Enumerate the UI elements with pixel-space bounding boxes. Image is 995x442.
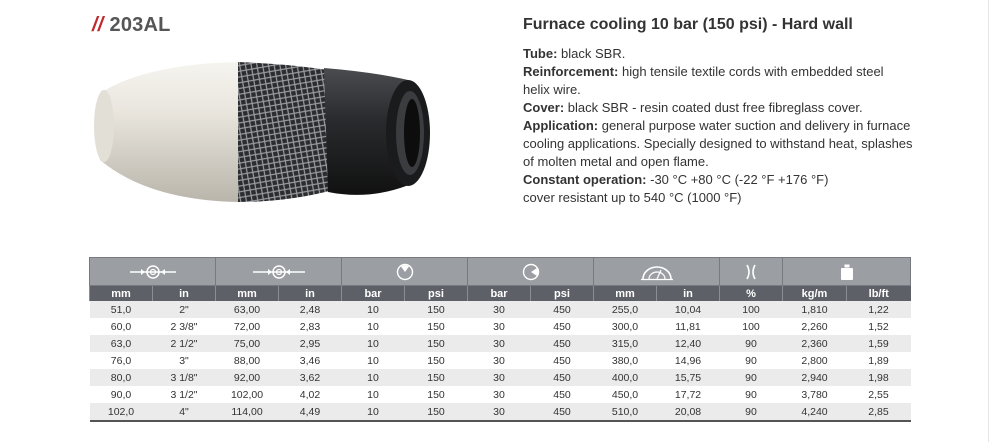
table-cell: 63,00 — [216, 301, 279, 318]
unit-header: bar — [342, 286, 405, 302]
burst-pressure-gauge-icon — [468, 258, 594, 286]
table-cell: 3,62 — [279, 369, 342, 386]
table-cell: 10,04 — [657, 301, 720, 318]
table-icon-header-row — [90, 258, 911, 286]
table-cell: 90 — [720, 386, 783, 403]
spec-table-body — [90, 301, 911, 421]
table-cell: 2,83 — [279, 318, 342, 335]
table-cell: 2,55 — [847, 386, 911, 403]
table-cell: 114,00 — [216, 403, 279, 421]
table-cell: 300,0 — [594, 318, 657, 335]
table-cell: 14,96 — [657, 352, 720, 369]
unit-header: psi — [531, 286, 594, 302]
table-cell: 30 — [468, 301, 531, 318]
outer-diameter-icon — [216, 258, 342, 286]
bend-radius-icon — [594, 258, 720, 286]
table-cell: 76,0 — [90, 352, 153, 369]
table-cell: 450 — [531, 335, 594, 352]
weight-icon — [783, 258, 911, 286]
table-row — [90, 386, 911, 403]
table-cell: 20,08 — [657, 403, 720, 421]
table-cell: 150 — [405, 369, 468, 386]
table-row — [90, 369, 911, 386]
product-description — [523, 45, 913, 207]
table-cell: 4,240 — [783, 403, 847, 421]
table-cell: 30 — [468, 352, 531, 369]
product-title: Furnace cooling 10 bar (150 psi) - Hard wall — [523, 16, 853, 33]
table-cell: 11,81 — [657, 318, 720, 335]
table-cell: 450 — [531, 318, 594, 335]
table-cell: 30 — [468, 369, 531, 386]
table-cell: 150 — [405, 352, 468, 369]
table-cell: 63,0 — [90, 335, 153, 352]
table-cell: 90 — [720, 369, 783, 386]
working-pressure-gauge-icon — [342, 258, 468, 286]
description-application: Application: general purpose water suction and delivery in furnace cooling applications. Specially designed to withstand heat, splashes of molten metal and open flame. — [523, 118, 913, 169]
table-cell: 2" — [153, 301, 216, 318]
table-cell: 51,0 — [90, 301, 153, 318]
unit-header: mm — [90, 286, 153, 302]
table-cell: 10 — [342, 403, 405, 421]
table-cell: 15,75 — [657, 369, 720, 386]
table-row — [90, 403, 911, 421]
table-cell: 10 — [342, 318, 405, 335]
table-cell: 10 — [342, 386, 405, 403]
table-cell: 315,0 — [594, 335, 657, 352]
product-code-prefix: // — [92, 14, 104, 36]
table-cell: 2,800 — [783, 352, 847, 369]
table-cell: 75,00 — [216, 335, 279, 352]
table-cell: 92,00 — [216, 369, 279, 386]
table-cell: 102,00 — [216, 386, 279, 403]
table-row — [90, 301, 911, 318]
table-cell: 3 1/8" — [153, 369, 216, 386]
spec-table — [89, 257, 911, 422]
table-cell: 1,52 — [847, 318, 911, 335]
unit-header: % — [720, 286, 783, 302]
table-cell: 80,0 — [90, 369, 153, 386]
description-reinforcement: Reinforcement: high tensile textile cords with embedded steel helix wire. — [523, 64, 884, 97]
description-cover-resistance: cover resistant up to 540 °C (1000 °F) — [523, 190, 742, 205]
description-tube: Tube: black SBR. — [523, 46, 626, 61]
table-cell: 380,0 — [594, 352, 657, 369]
table-cell: 10 — [342, 335, 405, 352]
table-cell: 450 — [531, 386, 594, 403]
table-cell: 100 — [720, 301, 783, 318]
table-cell: 2,48 — [279, 301, 342, 318]
table-row — [90, 318, 911, 335]
table-cell: 1,89 — [847, 352, 911, 369]
page-edge-divider — [988, 0, 989, 442]
table-cell: 3 1/2" — [153, 386, 216, 403]
table-cell: 2,95 — [279, 335, 342, 352]
table-cell: 400,0 — [594, 369, 657, 386]
unit-header: in — [657, 286, 720, 302]
table-unit-header-row — [90, 286, 911, 302]
description-constant-operation: Constant operation: -30 °C +80 °C (-22 °F +176 °F) — [523, 172, 829, 187]
table-cell: 450 — [531, 403, 594, 421]
table-cell: 255,0 — [594, 301, 657, 318]
product-code — [92, 14, 171, 37]
table-cell: 150 — [405, 318, 468, 335]
table-cell: 150 — [405, 403, 468, 421]
table-cell: 3,46 — [279, 352, 342, 369]
table-cell: 2,260 — [783, 318, 847, 335]
table-cell: 30 — [468, 318, 531, 335]
table-cell: 450 — [531, 369, 594, 386]
hose-cutaway-image — [88, 52, 438, 212]
table-cell: 2 3/8" — [153, 318, 216, 335]
table-cell: 4,49 — [279, 403, 342, 421]
unit-header: in — [153, 286, 216, 302]
table-cell: 4" — [153, 403, 216, 421]
table-cell: 3" — [153, 352, 216, 369]
table-cell: 10 — [342, 352, 405, 369]
unit-header: psi — [405, 286, 468, 302]
vacuum-icon — [720, 258, 783, 286]
table-cell: 90,0 — [90, 386, 153, 403]
unit-header: in — [279, 286, 342, 302]
table-cell: 30 — [468, 335, 531, 352]
table-cell: 150 — [405, 335, 468, 352]
table-cell: 150 — [405, 386, 468, 403]
table-cell: 150 — [405, 301, 468, 318]
table-cell: 2 1/2" — [153, 335, 216, 352]
table-cell: 2,85 — [847, 403, 911, 421]
table-cell: 450 — [531, 352, 594, 369]
table-cell: 450 — [531, 301, 594, 318]
table-row — [90, 352, 911, 369]
table-cell: 72,00 — [216, 318, 279, 335]
unit-header: mm — [594, 286, 657, 302]
table-cell: 3,780 — [783, 386, 847, 403]
description-cover: Cover: black SBR - resin coated dust free fibreglass cover. — [523, 100, 863, 115]
table-cell: 60,0 — [90, 318, 153, 335]
table-cell: 1,59 — [847, 335, 911, 352]
product-code-text: 203AL — [109, 14, 171, 36]
table-cell: 30 — [468, 386, 531, 403]
table-cell: 90 — [720, 352, 783, 369]
table-cell: 510,0 — [594, 403, 657, 421]
table-cell: 12,40 — [657, 335, 720, 352]
table-cell: 1,810 — [783, 301, 847, 318]
table-row — [90, 335, 911, 352]
unit-header: bar — [468, 286, 531, 302]
table-cell: 17,72 — [657, 386, 720, 403]
table-cell: 90 — [720, 403, 783, 421]
table-cell: 90 — [720, 335, 783, 352]
table-cell: 100 — [720, 318, 783, 335]
table-cell: 10 — [342, 369, 405, 386]
inner-diameter-icon — [90, 258, 216, 286]
unit-header: mm — [216, 286, 279, 302]
table-cell: 88,00 — [216, 352, 279, 369]
table-cell: 2,940 — [783, 369, 847, 386]
table-cell: 2,360 — [783, 335, 847, 352]
unit-header: lb/ft — [847, 286, 911, 302]
table-cell: 30 — [468, 403, 531, 421]
unit-header: kg/m — [783, 286, 847, 302]
table-cell: 10 — [342, 301, 405, 318]
table-cell: 1,98 — [847, 369, 911, 386]
table-cell: 1,22 — [847, 301, 911, 318]
table-cell: 102,0 — [90, 403, 153, 421]
table-cell: 450,0 — [594, 386, 657, 403]
table-cell: 4,02 — [279, 386, 342, 403]
